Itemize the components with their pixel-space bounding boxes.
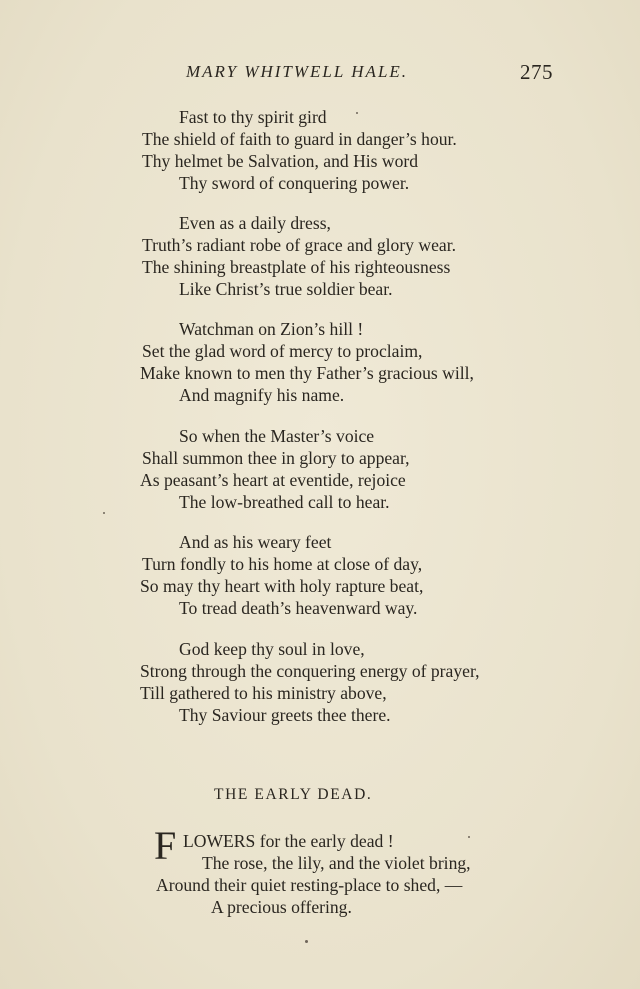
poem-line: Thy helmet be Salvation, and His word bbox=[142, 151, 419, 171]
page-number: 275 bbox=[520, 60, 553, 84]
ink-speck bbox=[305, 940, 308, 943]
poem-line: Fast to thy spirit gird bbox=[179, 107, 327, 127]
poem-line: Truth’s radiant robe of grace and glory wear. bbox=[142, 235, 456, 255]
poem-line: The shining breastplate of his righteousness bbox=[142, 257, 451, 277]
poem-line: Around their quiet resting-place to shed, — bbox=[156, 875, 463, 895]
poem-line: Set the glad word of mercy to proclaim, bbox=[142, 341, 423, 361]
poem-line: A precious offering. bbox=[211, 897, 352, 917]
poem-line: The rose, the lily, and the violet bring, bbox=[202, 853, 471, 873]
poem-line: Turn fondly to his home at close of day, bbox=[142, 554, 423, 574]
poem-title: THE EARLY DEAD. bbox=[214, 786, 373, 803]
poem-line: Till gathered to his ministry above, bbox=[140, 683, 387, 703]
running-head bbox=[0, 60, 640, 88]
poem-line: God keep thy soul in love, bbox=[179, 639, 365, 659]
poem-line: Make known to men thy Father’s gracious will, bbox=[140, 363, 474, 383]
poem-line: Watchman on Zion’s hill ! bbox=[179, 319, 364, 339]
poem-line: And magnify his name. bbox=[179, 385, 345, 405]
ink-speck bbox=[468, 836, 470, 838]
drop-cap: F bbox=[154, 823, 177, 868]
poem-line: To tread death’s heavenward way. bbox=[179, 598, 418, 618]
poem-line: LOWERS for the early dead ! bbox=[183, 831, 394, 851]
poem-line: The low-breathed call to hear. bbox=[179, 492, 390, 512]
poem-line: As peasant’s heart at eventide, rejoice bbox=[140, 470, 406, 490]
poem-line: Even as a daily dress, bbox=[179, 213, 331, 233]
running-title: MARY WHITWELL HALE. bbox=[186, 62, 409, 81]
poem-line: Thy sword of conquering power. bbox=[179, 173, 410, 193]
poem-line: And as his weary feet bbox=[179, 532, 332, 552]
poem-line: So when the Master’s voice bbox=[179, 426, 375, 446]
poem-line: Thy Saviour greets thee there. bbox=[179, 705, 391, 725]
poem-line: So may thy heart with holy rapture beat, bbox=[140, 576, 424, 596]
poem-line: Like Christ’s true soldier bear. bbox=[179, 279, 393, 299]
poem-line: Shall summon thee in glory to appear, bbox=[142, 448, 410, 468]
poem-line: Strong through the conquering energy of prayer, bbox=[140, 661, 480, 681]
poem-line: The shield of faith to guard in danger’s hour. bbox=[142, 129, 457, 149]
ink-speck bbox=[356, 112, 358, 114]
ink-speck bbox=[103, 512, 105, 514]
